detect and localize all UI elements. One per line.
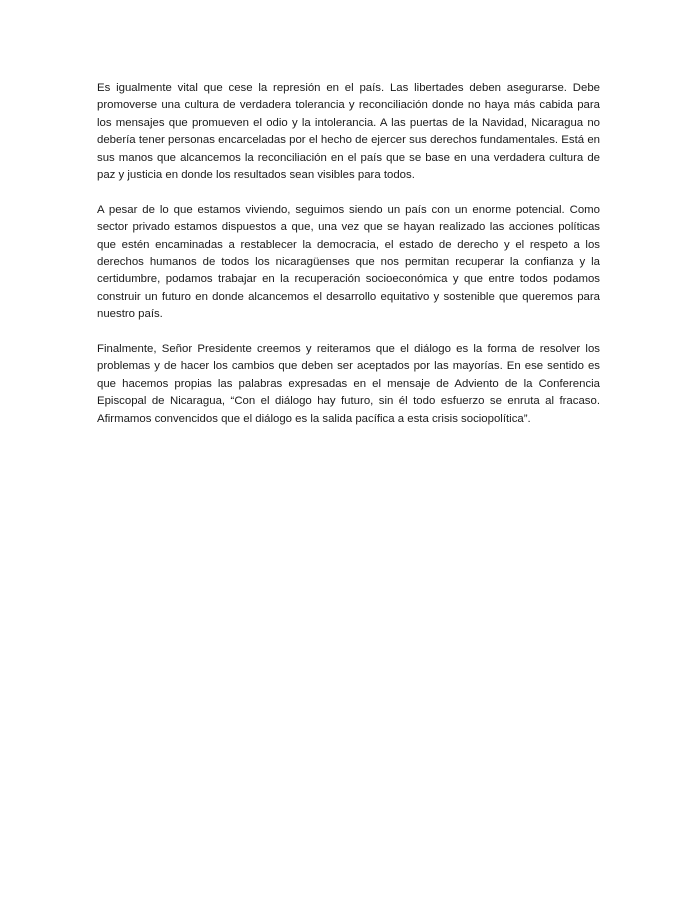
document-body <box>97 80 600 445</box>
paragraph-private-sector: A pesar de lo que estamos viviendo, seguimos siendo un país con un enorme potencial. Como sector privado estamos dispuestos a que, una vez que se hayan realizado las acciones políticas que estén encaminadas a restablecer la democracia, el estado de derecho y el respeto a los derechos humanos de todos los nicaragüenses que nos permitan recuperar la confianza y la certidumbre, podamos trabajar en la recuperación socioeconómica y que entre todos podamos construir un futuro en donde alcancemos el desarrollo equitativo y sostenible que queremos para nuestro país. <box>97 203 600 321</box>
paragraph-repression: Es igualmente vital que cese la represión en el país. Las libertades deben asegurarse. Debe promoverse una cultura de verdadera tolerancia y reconciliación donde no haya más cabida para los mensajes que promueven el odio y la intolerancia. A las puertas de la Navidad, Nicaragua no debería tener personas encarceladas por el hecho de ejercer sus derechos fundamentales. Está en sus manos que alcancemos la reconciliación en el país que se base en una verdadera cultura de paz y justicia en donde los resultados sean visibles para todos. <box>97 82 600 182</box>
paragraph-dialogue: Finalmente, Señor Presidente creemos y reiteramos que el diálogo es la forma de resolver los problemas y de hacer los cambios que deben ser aceptados por las mayorías. En ese sentido es que hacemos propias las palabras expresadas en el mensaje de Adviento de la Conferencia Episcopal de Nicaragua, “Con el diálogo hay futuro, sin él todo esfuerzo se enruta al fracaso. Afirmamos convencidos que el diálogo es la salida pacífica a esta crisis sociopolítica”. <box>97 343 600 425</box>
